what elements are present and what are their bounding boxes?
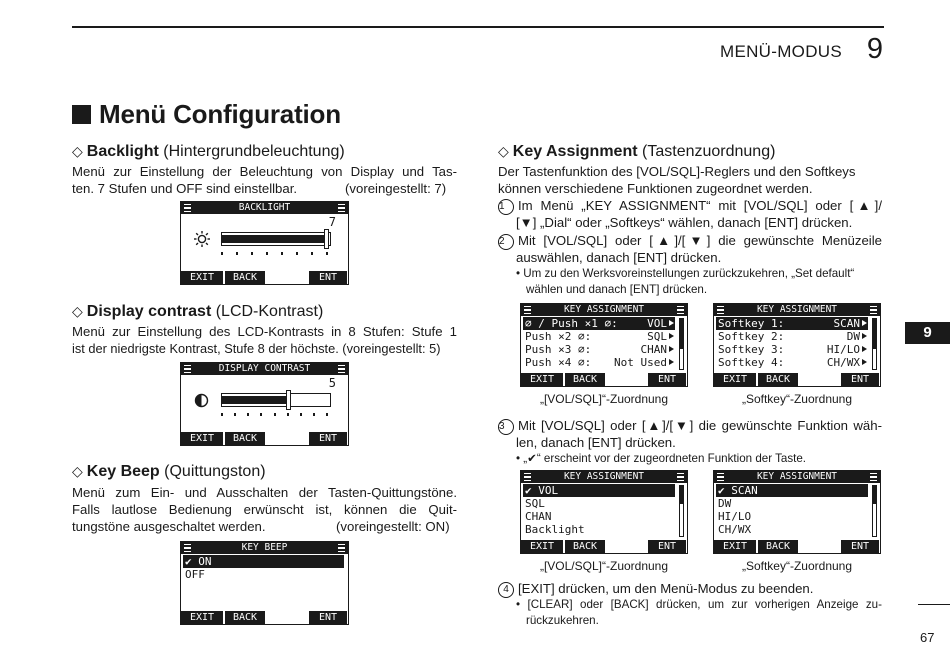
ent-softkey: ENT [309,271,347,284]
level-tick [313,413,315,416]
level-tick [251,252,253,255]
arrow-right-icon [669,359,674,365]
lcd-keybeep [180,541,349,625]
contrast-heading: ◇ Display contrast (LCD-Kontrast) [72,303,324,320]
exit-softkey: EXIT [521,540,563,553]
step-number: 1 [498,199,514,215]
exit-softkey: EXIT [181,432,223,445]
step-number: 3 [498,419,514,435]
lcd-level-value: 7 [328,215,336,229]
backlight-heading: ◇ Backlight (Hintergrundbeleuchtung) [72,143,345,160]
scrollbar [872,318,877,370]
step-3-line2: len, danach [ENT] drücken. [516,435,676,450]
back-softkey: BACK [225,611,265,624]
ent-softkey: ENT [309,432,347,445]
ent-softkey: ENT [648,373,686,386]
option-off: OFF [185,568,205,581]
step-2-line2: auswählen, danach [ENT] drücken. [516,250,722,265]
level-tick [287,413,289,416]
diamond-icon: ◇ [498,143,509,159]
keyassign-intro-line2: können verschiedene Funktionen zugeordnet werden. [498,181,813,196]
softkey-row-4: Softkey 4: CH/WX [716,356,868,369]
level-tick [266,252,268,255]
level-tick [311,252,313,255]
softkey-row [521,540,687,553]
ent-softkey: ENT [841,540,879,553]
step-1-line1: 1 Im Menü „KEY ASSIGNMENT“ mit [VOL/SQL] oder [▲]/ [499,198,882,213]
caption-dial: „[VOL/SQL]“-Zuordnung [539,392,669,406]
level-tick [247,413,249,416]
dial-row-1-selected: ⌀ / Push ×1 ⌀: VOL [523,317,675,330]
diamond-icon: ◇ [72,463,83,479]
arrow-right-icon [669,333,674,339]
backlight-text-line2: ten. 7 Stufen und OFF sind einstellbar. [72,181,298,196]
lcd-softkey-assignment [713,303,881,387]
level-tick [281,252,283,255]
lcd-backlight [180,201,349,285]
menu-icon [717,306,724,314]
level-ticks [221,413,331,417]
step-3-note: • „✔“ erscheint vor der zugeordneten Funktion der Taste. [516,452,807,465]
back-softkey: BACK [225,432,265,445]
backlight-default: (voreingestellt: 7) [345,181,447,196]
step-2-line1: 2 Mit [VOL/SQL] oder [▲]/[▼] die gewünschte Menüzeile [499,233,882,248]
menu-icon [524,473,531,481]
menu-icon [338,365,345,373]
menu-icon [338,544,345,552]
lcd-title: BACKLIGHT [181,202,348,214]
level-bar-knob [324,229,329,249]
level-bar [221,232,331,246]
function-row-3: HI/LO [718,510,752,523]
top-rule [72,26,884,28]
arrow-right-icon [862,333,867,339]
function-row-2: SQL [525,497,545,510]
level-tick [326,252,328,255]
level-tick [274,413,276,416]
lcd-level-value: 5 [328,376,336,390]
lcd-title: DISPLAY CONTRAST [181,363,348,375]
page-number-rule [918,604,950,605]
softkey-row-3: Softkey 3: HI/LO [716,343,868,356]
level-bar-fill [222,396,286,404]
caption-softkey-2: „Softkey“-Zuordnung [741,559,853,573]
menu-icon [184,544,191,552]
scrollbar [872,485,877,537]
arrow-right-icon [862,359,867,365]
step-1-line2: [▼] „Dial“ oder „Softkeys“ wählen, danach [ENT] drücken. [516,215,853,230]
lcd-title: KEY BEEP [181,542,348,554]
step-2-note-line2: wählen und danach [ENT] drücken. [526,283,708,296]
header-section-title: MENÜ-MODUS [720,42,842,61]
exit-softkey: EXIT [181,271,223,284]
function-row-1-selected: ✔ VOL [523,484,675,497]
menu-icon [870,473,877,481]
function-row-2: DW [718,497,732,510]
function-row-4: CH/WX [718,523,752,536]
back-softkey: BACK [565,373,605,386]
section-title: Menü Configuration [72,99,341,130]
sun-icon [193,230,211,248]
back-softkey: BACK [225,271,265,284]
ent-softkey: ENT [841,373,879,386]
exit-softkey: EXIT [714,540,756,553]
lcd-title: KEY ASSIGNMENT [521,304,687,316]
level-tick [296,252,298,255]
menu-icon [184,204,191,212]
menu-icon [524,306,531,314]
keybeep-text-line1: Menü zum Ein- und Ausschalten der Tasten-Quittungstöne. [72,485,457,500]
arrow-right-icon [862,346,867,352]
menu-icon [717,473,724,481]
step-number: 2 [498,234,514,250]
level-tick [326,413,328,416]
scrollbar [679,318,684,370]
chapter-side-tab: 9 [905,322,950,344]
lcd-dial-function [520,470,688,554]
exit-softkey: EXIT [714,373,756,386]
dial-row-4: Push ×4 ⌀: Not Used [523,356,675,369]
scrollbar [679,485,684,537]
page-number: 67 [920,630,935,645]
softkey-row [714,373,880,386]
contrast-icon [194,393,209,408]
arrow-right-icon [669,346,674,352]
softkey-row [181,432,348,445]
level-ticks [221,252,331,256]
ent-softkey: ENT [309,611,347,624]
level-bar [221,393,331,407]
back-softkey: BACK [565,540,605,553]
function-row-1-selected: ✔ SCAN [716,484,868,497]
exit-softkey: EXIT [181,611,223,624]
lcd-softkey-function [713,470,881,554]
keybeep-text-line2: Falls lautlose Bedienung erwünscht ist, können die Quit- [72,502,457,517]
ent-softkey: ENT [648,540,686,553]
contrast-text-line2: ist der niedrigste Kontrast, Stufe 8 der höchste. (voreingestellt: 5) [72,341,441,356]
option-on-selected: ✔ ON [183,555,344,568]
level-tick [300,413,302,416]
level-tick [260,413,262,416]
menu-icon [184,365,191,373]
function-row-4: Backlight [525,523,585,536]
exit-softkey: EXIT [521,373,563,386]
keyassign-heading: ◇ Key Assignment (Tastenzuordnung) [498,143,776,160]
contrast-text-line1: Menü zur Einstellung des LCD-Kontrasts in 8 Stufen: Stufe 1 [72,324,457,339]
level-tick [221,252,223,255]
menu-icon [338,204,345,212]
level-bar-fill [222,235,324,243]
lcd-title: KEY ASSIGNMENT [714,471,880,483]
keybeep-heading: ◇ Key Beep (Quittungston) [72,463,266,480]
menu-icon [677,306,684,314]
keyassign-intro-line1: Der Tastenfunktion des [VOL/SQL]-Reglers und den Softkeys [498,164,856,179]
back-softkey: BACK [758,540,798,553]
back-softkey: BACK [758,373,798,386]
arrow-right-icon [669,320,674,326]
step-3-line1: 3 Mit [VOL/SQL] oder [▲]/[▼] die gewünschte Funktion wäh- [499,418,882,433]
caption-softkey: „Softkey“-Zuordnung [741,392,853,406]
menu-icon [870,306,877,314]
caption-dial-2: „[VOL/SQL]“-Zuordnung [539,559,669,573]
backlight-text-line1: Menü zur Einstellung der Beleuchtung von Display und Tas- [72,164,457,179]
lcd-contrast [180,362,349,446]
lcd-title: KEY ASSIGNMENT [714,304,880,316]
diamond-icon: ◇ [72,143,83,159]
step-2-note-line1: • Um zu den Werksvoreinstellungen zurückzukehren, „Set default“ [516,267,855,280]
step-number: 4 [498,582,514,598]
keybeep-default: (voreingestellt: ON) [336,519,450,534]
step-4-line: 4 [EXIT] drücken, um den Menü-Modus zu beenden. [498,580,813,598]
arrow-right-icon [862,320,867,326]
level-tick [234,413,236,416]
level-tick [236,252,238,255]
softkey-row [181,611,348,624]
level-tick [221,413,223,416]
softkey-row [181,271,348,284]
step-4-note-line2: rückzukehren. [526,614,599,627]
square-bullet-icon [72,105,91,124]
keybeep-text-line3: tungstöne ausgeschaltet werden. [72,519,266,534]
dial-row-2: Push ×2 ⌀: SQL [523,330,675,343]
level-bar-knob [286,390,291,410]
diamond-icon: ◇ [72,303,83,319]
dial-row-3: Push ×3 ⌀: CHAN [523,343,675,356]
header-chapter-number: 9 [866,33,883,65]
softkey-row-1-selected: Softkey 1: SCAN [716,317,868,330]
lcd-dial-assignment [520,303,688,387]
softkey-row [714,540,880,553]
menu-icon [677,473,684,481]
function-row-3: CHAN [525,510,552,523]
softkey-row-2: Softkey 2: DW [716,330,868,343]
lcd-title: KEY ASSIGNMENT [521,471,687,483]
softkey-row [521,373,687,386]
step-4-note-line1: • [CLEAR] oder [BACK] drücken, um zur vorherigen Anzeige zu- [516,598,882,611]
